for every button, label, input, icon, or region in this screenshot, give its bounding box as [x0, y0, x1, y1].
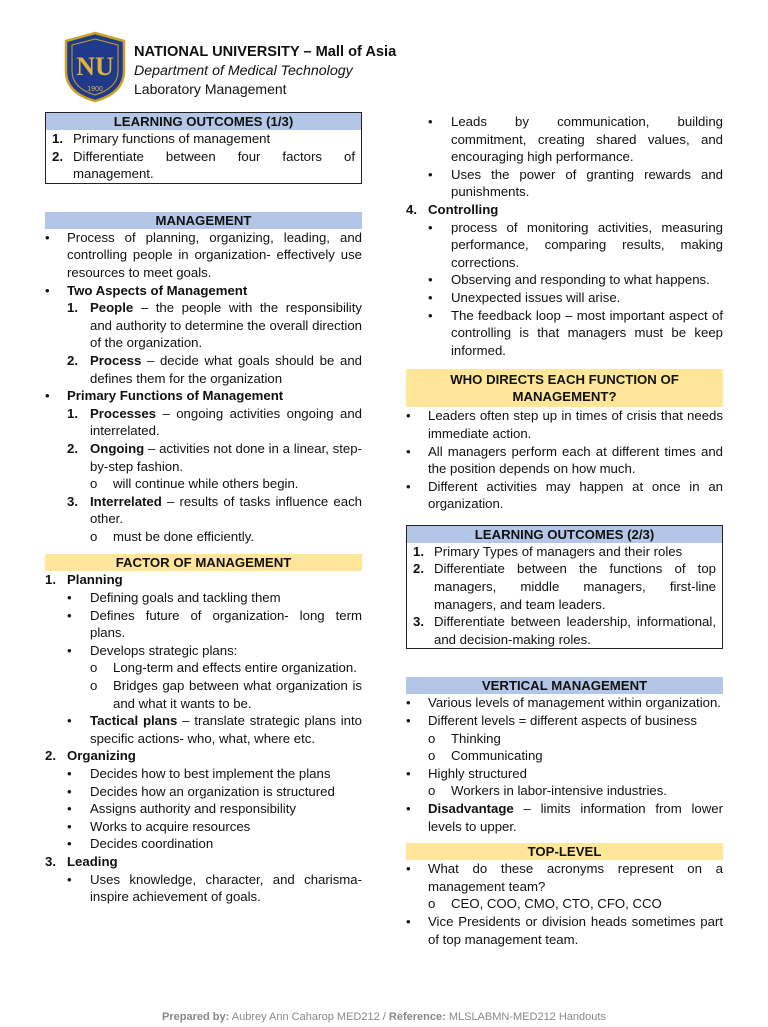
bullet-item: • Leads by communication, building commitment, creating shared values, and encouraging high performance.: [428, 114, 723, 165]
bullet-item: • All managers perform each at different times and the position depends on how much.: [406, 443, 723, 477]
sub-bullet-item: o will continue while others begin.: [45, 475, 362, 493]
top-level-heading: TOP-LEVEL: [406, 843, 723, 860]
sub-bullet-item: o CEO, COO, CMO, CTO, CFO, CCO: [406, 895, 723, 913]
management-definition: Process of planning, organizing, leading, and controlling people in organization- effectively use resources to meet goals.: [67, 229, 362, 280]
item-number: 3.: [67, 493, 78, 509]
item-text: – limits information from lower levels to upper.: [428, 801, 723, 834]
vertical-management-heading: VERTICAL MANAGEMENT: [406, 677, 723, 694]
numbered-item: [45, 405, 362, 440]
numbered-item: [45, 352, 362, 387]
item-text: Vice Presidents or division heads sometimes part of top management team.: [428, 913, 723, 947]
numbered-heading: [45, 747, 362, 765]
learning-outcomes-2-title: LEARNING OUTCOMES (2/3): [407, 526, 722, 543]
outcome-number: 3.: [413, 614, 424, 630]
bullet-item: • Uses knowledge, character, and charisma- inspire achievement of goals.: [67, 871, 362, 905]
outcome-number: 2.: [413, 561, 424, 577]
university-logo: [60, 31, 130, 103]
outcome-number: 1.: [413, 543, 424, 559]
item-text: Leads by communication, building commitment, creating shared values, and encouraging high performance.: [451, 114, 723, 165]
prepared-label: Prepared by:: [162, 1011, 230, 1023]
controlling-heading: Controlling: [428, 201, 499, 217]
bullet-item: • Highly structured: [406, 765, 723, 783]
item-text: – results of tasks influence each other.: [90, 493, 362, 527]
learning-outcomes-2-box: [406, 525, 723, 650]
prepared-value: Aubrey Ann Caharop MED212 /: [229, 1011, 389, 1023]
item-text: – the people with the responsibility and authority to determine the overall direction of the organization.: [90, 300, 362, 351]
bullet-item: • Two Aspects of Management: [45, 282, 362, 300]
functions-heading: Primary Functions of Management: [67, 388, 284, 404]
bullet-item: • Develops strategic plans:: [45, 642, 362, 660]
item-text: Uses knowledge, character, and charisma- inspire achievement of goals.: [90, 871, 362, 905]
item-number: 2.: [67, 440, 78, 456]
bullet-item: • Decides coordination: [45, 835, 362, 853]
outcome-text: Primary functions of management: [73, 131, 271, 146]
item-text: Different activities may happen at once in an organization.: [428, 478, 723, 512]
item-text: Defining goals and tackling them: [90, 590, 281, 606]
bullet-item: • Assigns authority and responsibility: [45, 800, 362, 818]
item-text: – translate strategic plans into specific actions- who, what, where etc.: [90, 713, 362, 746]
learning-outcomes-1-title: LEARNING OUTCOMES (1/3): [46, 113, 361, 130]
reference-label: Reference:: [388, 1011, 446, 1023]
bullet-item: • The feedback loop – most important aspect of controlling is that managers must be keep informed.: [428, 307, 723, 358]
bullet-item: • Leaders often step up in times of crisis that needs immediate action.: [406, 408, 723, 441]
item-text: Different levels = different aspects of business: [428, 713, 697, 729]
bullet-item: • Various levels of management within organization.: [406, 694, 723, 712]
item-text: Works to acquire resources: [90, 818, 251, 834]
item-term: People: [90, 300, 134, 316]
item-term: Ongoing: [90, 440, 145, 456]
logo-year: 1900: [87, 86, 103, 93]
item-number: 2.: [67, 352, 78, 368]
item-number: 1.: [67, 300, 78, 316]
bullet-item: • Different levels = different aspects of business: [406, 712, 723, 730]
item-term: Interrelated: [90, 493, 162, 509]
outcome-text: Differentiate between leadership, informational, and decision-making roles.: [434, 614, 716, 647]
bullet-item: • Uses the power of granting rewards and punishments.: [428, 166, 723, 200]
bullet-item: • Unexpected issues will arise.: [406, 289, 723, 307]
item-number: 3.: [45, 853, 56, 869]
university-name: NATIONAL UNIVERSITY – Mall of Asia: [134, 44, 397, 60]
sub-bullet-item: o Workers in labor-intensive industries.: [406, 782, 723, 800]
item-term: Tactical plans: [90, 713, 178, 729]
who-directs-heading: WHO DIRECTS EACH FUNCTION OF MANAGEMENT?: [406, 369, 723, 407]
item-number: 4.: [406, 201, 417, 217]
item-text: Decides coordination: [90, 836, 214, 852]
planning-heading: Planning: [67, 572, 123, 588]
organizing-heading: Organizing: [67, 748, 136, 764]
sub-item-text: will continue while others begin.: [113, 476, 299, 492]
bullet-item: • Defines future of organization- long term plans.: [67, 607, 362, 641]
sub-item-text: Workers in labor-intensive industries.: [451, 783, 667, 799]
sub-item-text: Long-term and effects entire organization.: [113, 660, 357, 676]
item-number: 2.: [45, 748, 56, 764]
item-text: All managers perform each at different times and the position depends on how much.: [428, 443, 723, 477]
item-number: 1.: [45, 572, 56, 588]
item-text: Defines future of organization- long term plans.: [90, 607, 362, 641]
item-text: – activities not done in a linear, step-by-step fashion.: [90, 440, 362, 474]
learning-outcomes-1-box: [45, 112, 362, 184]
sub-item-text: Bridges gap between what organization is and what it wants to be.: [113, 678, 362, 711]
department-name: Department of Medical Technology: [134, 63, 353, 79]
bullet-item: • Process of planning, organizing, leading, and controlling people in organization- effectively use resources to meet goals.: [45, 229, 362, 280]
item-term: Processes: [90, 405, 156, 421]
reference-value: MLSLABMN-MED212 Handouts: [445, 1011, 606, 1023]
sub-item-text: Thinking: [451, 730, 501, 746]
sub-bullet-item: o Bridges gap between what organization is and what it wants to be.: [90, 678, 362, 711]
bullet-item: • Different activities may happen at once in an organization.: [406, 478, 723, 512]
bullet-item: • Works to acquire resources: [45, 818, 362, 836]
item-text: The feedback loop – most important aspect of controlling is that managers must be keep informed.: [451, 307, 723, 358]
sub-bullet-item: o Long-term and effects entire organization.: [45, 659, 362, 677]
item-text: process of monitoring activities, measuring performance, comparing results, making corrections.: [451, 219, 723, 270]
sub-item-text: must be done efficiently.: [113, 528, 254, 544]
outcome-text: Primary Types of managers and their roles: [434, 543, 683, 559]
left-column: [45, 112, 362, 906]
sub-item-text: Communicating: [451, 748, 543, 764]
bullet-item: • What do these acronyms represent on a management team?: [406, 861, 723, 894]
bullet-item: • Observing and responding to what happens.: [406, 271, 723, 289]
item-term: Process: [90, 352, 142, 368]
item-text: Various levels of management within organization.: [428, 695, 721, 711]
outcome-number: 2.: [52, 148, 63, 164]
numbered-heading: [406, 201, 723, 219]
numbered-item: [45, 493, 362, 528]
item-text: Develops strategic plans:: [90, 642, 238, 658]
bullet-item: • process of monitoring activities, measuring performance, comparing results, making corrections.: [428, 219, 723, 270]
outcome-item: [407, 560, 722, 613]
bullet-item: • Decides how to best implement the plans: [45, 765, 362, 783]
sub-bullet-item: o Thinking: [406, 730, 723, 748]
numbered-heading: [45, 853, 362, 871]
factor-heading: FACTOR OF MANAGEMENT: [45, 554, 362, 571]
outcome-text: Differentiate between the functions of top managers, middle managers, first-line managers, and team leaders.: [434, 561, 716, 612]
bullet-item: • Vice Presidents or division heads sometimes part of top management team.: [406, 913, 723, 947]
sub-item-text: CEO, COO, CMO, CTO, CFO, CCO: [451, 896, 662, 912]
item-text: Highly structured: [428, 765, 527, 781]
item-text: – ongoing activities ongoing and interrelated.: [90, 405, 362, 439]
item-term: Disadvantage: [428, 801, 514, 816]
outcome-item: [407, 613, 722, 648]
document-header: [134, 43, 396, 98]
bullet-item: • Defining goals and tackling them: [45, 589, 362, 607]
item-text: Uses the power of granting rewards and punishments.: [451, 166, 723, 200]
outcome-item: [46, 148, 361, 183]
right-column: [406, 113, 723, 948]
aspects-heading: Two Aspects of Management: [67, 282, 248, 298]
numbered-item: [45, 299, 362, 352]
item-text: What do these acronyms represent on a management team?: [428, 861, 723, 894]
management-heading: MANAGEMENT: [45, 212, 362, 229]
course-name: Laboratory Management: [134, 81, 287, 97]
numbered-heading: [45, 571, 362, 589]
item-text: Assigns authority and responsibility: [90, 801, 296, 817]
bullet-item: • Decides how an organization is structured: [45, 783, 362, 801]
item-text: Decides how an organization is structured: [90, 783, 335, 799]
sub-bullet-item: o Communicating: [406, 747, 723, 765]
item-text: Leaders often step up in times of crisis that needs immediate action.: [428, 408, 723, 441]
item-number: 1.: [67, 405, 78, 421]
bullet-item: • Disadvantage – limits information from lower levels to upper.: [406, 801, 723, 834]
item-text: Observing and responding to what happens.: [451, 272, 710, 288]
item-text: – decide what goals should be and defines them for the organization: [90, 352, 362, 386]
outcome-item: [407, 543, 722, 561]
bullet-item: • Tactical plans – translate strategic plans into specific actions- who, what, where etc.: [67, 713, 362, 746]
item-text: Decides how to best implement the plans: [90, 766, 331, 781]
logo-letters: NU: [76, 52, 114, 81]
item-text: Unexpected issues will arise.: [451, 289, 621, 305]
outcome-number: 1.: [52, 131, 63, 146]
bullet-item: • Primary Functions of Management: [45, 387, 362, 405]
outcome-item: [46, 130, 361, 148]
sub-bullet-item: o must be done efficiently.: [45, 528, 362, 546]
numbered-item: [45, 440, 362, 475]
outcome-text: Differentiate between four factors of management.: [73, 148, 355, 182]
leading-heading: Leading: [67, 853, 118, 869]
